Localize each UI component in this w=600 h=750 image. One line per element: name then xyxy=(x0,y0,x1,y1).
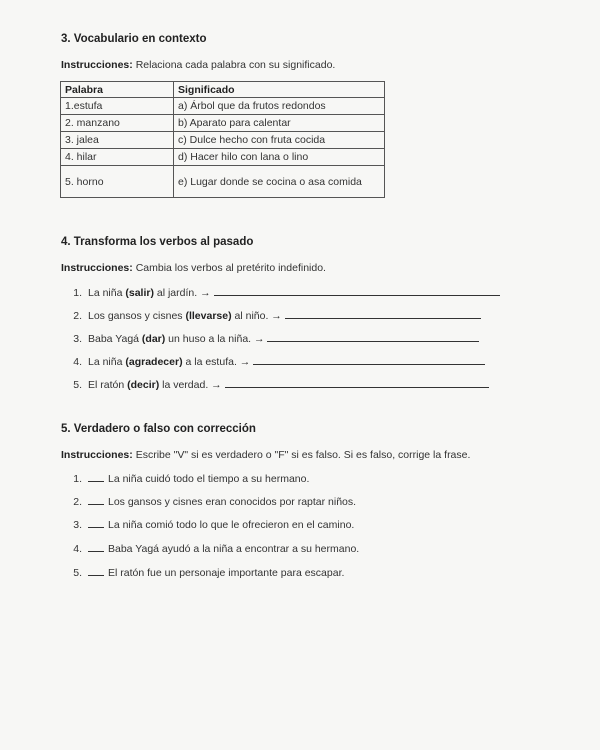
meaning-cell: e) Lugar donde se cocina o asa comida xyxy=(174,166,385,198)
section-3-title: 3. Vocabulario en contexto xyxy=(61,33,207,45)
answer-blank[interactable] xyxy=(88,495,104,505)
table-row xyxy=(61,166,385,198)
item-number: 4. xyxy=(73,356,82,368)
item-number: 3. xyxy=(73,519,82,531)
table-row xyxy=(61,149,385,166)
list-item xyxy=(62,566,344,579)
word-cell: 1.estufa xyxy=(61,98,174,115)
item-verb: (decir) xyxy=(127,379,160,391)
section-3-instructions xyxy=(61,59,335,71)
answer-line[interactable] xyxy=(285,309,481,319)
item-verb: (dar) xyxy=(141,333,166,345)
word-cell: 5. horno xyxy=(61,166,174,198)
instructions-text: Escribe "V" si es verdadero o "F" si es falso. Si es falso, corrige la frase. xyxy=(132,449,471,461)
list-item xyxy=(62,355,485,368)
item-number: 1. xyxy=(73,287,82,299)
item-post: al jardín. → xyxy=(153,287,211,299)
instructions-text: Cambia los verbos al pretérito indefinido. xyxy=(132,262,326,274)
meaning-cell: a) Árbol que da frutos redondos xyxy=(174,98,385,115)
item-verb: (llevarse) xyxy=(185,310,232,322)
item-text: Los gansos y cisnes eran conocidos por raptar niños. xyxy=(108,496,357,508)
instructions-label: Instrucciones: xyxy=(61,262,133,274)
list-item xyxy=(62,518,354,531)
answer-line[interactable] xyxy=(253,355,485,365)
meaning-cell: d) Hacer hilo con lana o lino xyxy=(174,149,385,166)
item-number: 5. xyxy=(73,379,82,391)
section-5-title: 5. Verdadero o falso con corrección xyxy=(61,423,256,435)
answer-line[interactable] xyxy=(267,332,479,342)
instructions-label: Instrucciones: xyxy=(61,449,133,461)
word-cell: 2. manzano xyxy=(61,115,174,132)
item-post: al niño. → xyxy=(231,310,282,322)
instructions-text: Relaciona cada palabra con su significado. xyxy=(132,59,336,71)
meaning-cell: c) Dulce hecho con fruta cocida xyxy=(174,132,385,149)
section-5-instructions xyxy=(61,449,470,461)
item-number: 1. xyxy=(73,473,82,485)
list-item xyxy=(62,332,479,345)
item-text: El ratón fue un personaje importante para escapar. xyxy=(108,567,345,579)
item-pre: Los gansos y cisnes xyxy=(88,310,186,322)
answer-blank[interactable] xyxy=(88,518,104,528)
item-pre: La niña xyxy=(88,356,126,368)
item-pre: La niña xyxy=(88,287,126,299)
instructions-label: Instrucciones: xyxy=(61,59,133,71)
table-row xyxy=(61,98,385,115)
answer-line[interactable] xyxy=(225,378,489,388)
word-cell: 4. hilar xyxy=(61,149,174,166)
answer-blank[interactable] xyxy=(88,542,104,552)
item-post: la verdad. → xyxy=(159,379,222,391)
item-number: 2. xyxy=(73,310,82,322)
list-item xyxy=(62,495,356,508)
list-item xyxy=(62,378,489,391)
item-number: 4. xyxy=(73,543,82,555)
header-palabra: Palabra xyxy=(61,82,174,98)
item-number: 2. xyxy=(73,496,82,508)
section-4-instructions xyxy=(61,262,326,274)
item-number: 3. xyxy=(73,333,82,345)
vocabulary-table xyxy=(60,81,385,198)
list-item xyxy=(62,286,500,299)
table-header-row xyxy=(61,82,385,98)
item-verb: (agradecer) xyxy=(125,356,183,368)
item-text: Baba Yagá ayudó a la niña a encontrar a su hermano. xyxy=(108,543,360,555)
answer-line[interactable] xyxy=(214,286,500,296)
item-number: 5. xyxy=(73,567,82,579)
table-row xyxy=(61,115,385,132)
item-pre: El ratón xyxy=(88,379,128,391)
item-pre: Baba Yagá xyxy=(88,333,142,345)
item-verb: (salir) xyxy=(125,287,154,299)
answer-blank[interactable] xyxy=(88,566,104,576)
list-item xyxy=(62,309,481,322)
answer-blank[interactable] xyxy=(88,472,104,482)
word-cell: 3. jalea xyxy=(61,132,174,149)
item-post: un huso a la niña. → xyxy=(165,333,265,345)
item-post: a la estufa. → xyxy=(182,356,251,368)
list-item xyxy=(62,472,309,485)
list-item xyxy=(62,542,359,555)
meaning-cell: b) Aparato para calentar xyxy=(174,115,385,132)
section-4-title: 4. Transforma los verbos al pasado xyxy=(61,236,254,248)
item-text: La niña comió todo lo que le ofrecieron en el camino. xyxy=(108,519,355,531)
table-row xyxy=(61,132,385,149)
header-significado: Significado xyxy=(174,82,385,98)
item-text: La niña cuidó todo el tiempo a su hermano. xyxy=(108,473,310,485)
